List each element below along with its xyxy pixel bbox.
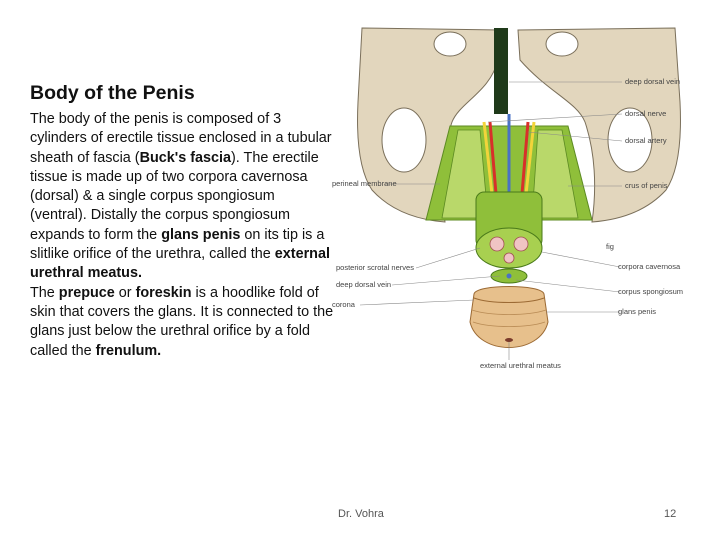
- label-corpora-cavernosa: corpora cavernosa: [618, 262, 681, 271]
- term-prepuce: prepuce: [58, 284, 115, 301]
- label-deep-dorsal-vein-2: deep dorsal vein: [336, 280, 392, 289]
- corpus-cavernosum-right: [514, 237, 528, 251]
- paragraph-penis-body: The body of the penis is composed of 3 cylinders of erectile tissue enclosed in a tubular sheath of fascia (Buck's fascia). The erectile tissue is made up of two corpora cavernosa (dorsal) & a single corpus spongiosum (ventral). Distally the corpus spongiosum expands to form the glans penis on its tip is a slitlike orifice of the urethra, called the external urethral meatus.: [30, 111, 332, 282]
- term-foreskin: foreskin: [135, 284, 192, 301]
- anatomy-illustration: [330, 22, 690, 372]
- slide-title: Body of the Penis: [30, 82, 195, 104]
- term-frenulum: frenulum.: [95, 342, 162, 359]
- left-bone-notch: [434, 32, 466, 56]
- right-bone-notch: [546, 32, 578, 56]
- label-fig-mark: fig: [606, 242, 614, 251]
- left-obturator-foramen: [382, 108, 426, 172]
- label-corona: corona: [332, 300, 355, 309]
- label-posterior-scrotal-nerves: posterior scrotal nerves: [336, 263, 414, 272]
- label-crus-of-penis: crus of penis: [625, 181, 668, 190]
- label-dorsal-nerve: dorsal nerve: [625, 109, 667, 118]
- page-number: 12: [664, 508, 677, 520]
- label-glans-penis: glans penis: [618, 307, 656, 316]
- label-external-urethral-meatus: external urethral meatus: [480, 361, 561, 370]
- term-external-urethral-meatus: external urethral meatus.: [30, 246, 330, 282]
- footer-author: Dr. Vohra: [338, 508, 384, 520]
- body-text: [30, 110, 335, 361]
- label-corpus-spongiosum: corpus spongiosum: [618, 287, 684, 296]
- external-urethral-meatus: [505, 338, 513, 342]
- distal-urethra: [507, 274, 512, 279]
- corpus-spongiosum: [504, 253, 514, 263]
- term-glans-penis: glans penis: [161, 226, 241, 243]
- corpus-cavernosum-left: [490, 237, 504, 251]
- label-dorsal-artery: dorsal artery: [625, 136, 667, 145]
- label-perineal-membrane: perineal membrane: [332, 179, 397, 188]
- term-bucks-fascia: Buck's fascia: [139, 149, 232, 166]
- paragraph-prepuce: The prepuce or foreskin is a hoodlike fold of skin that covers the glans. It is connected to the glans just below the urethral orifice by a fold called the frenulum.: [30, 284, 334, 359]
- label-deep-dorsal-vein: deep dorsal vein: [625, 77, 681, 86]
- pubic-symphysis: [494, 28, 508, 114]
- penis-anatomy-figure: [330, 22, 690, 372]
